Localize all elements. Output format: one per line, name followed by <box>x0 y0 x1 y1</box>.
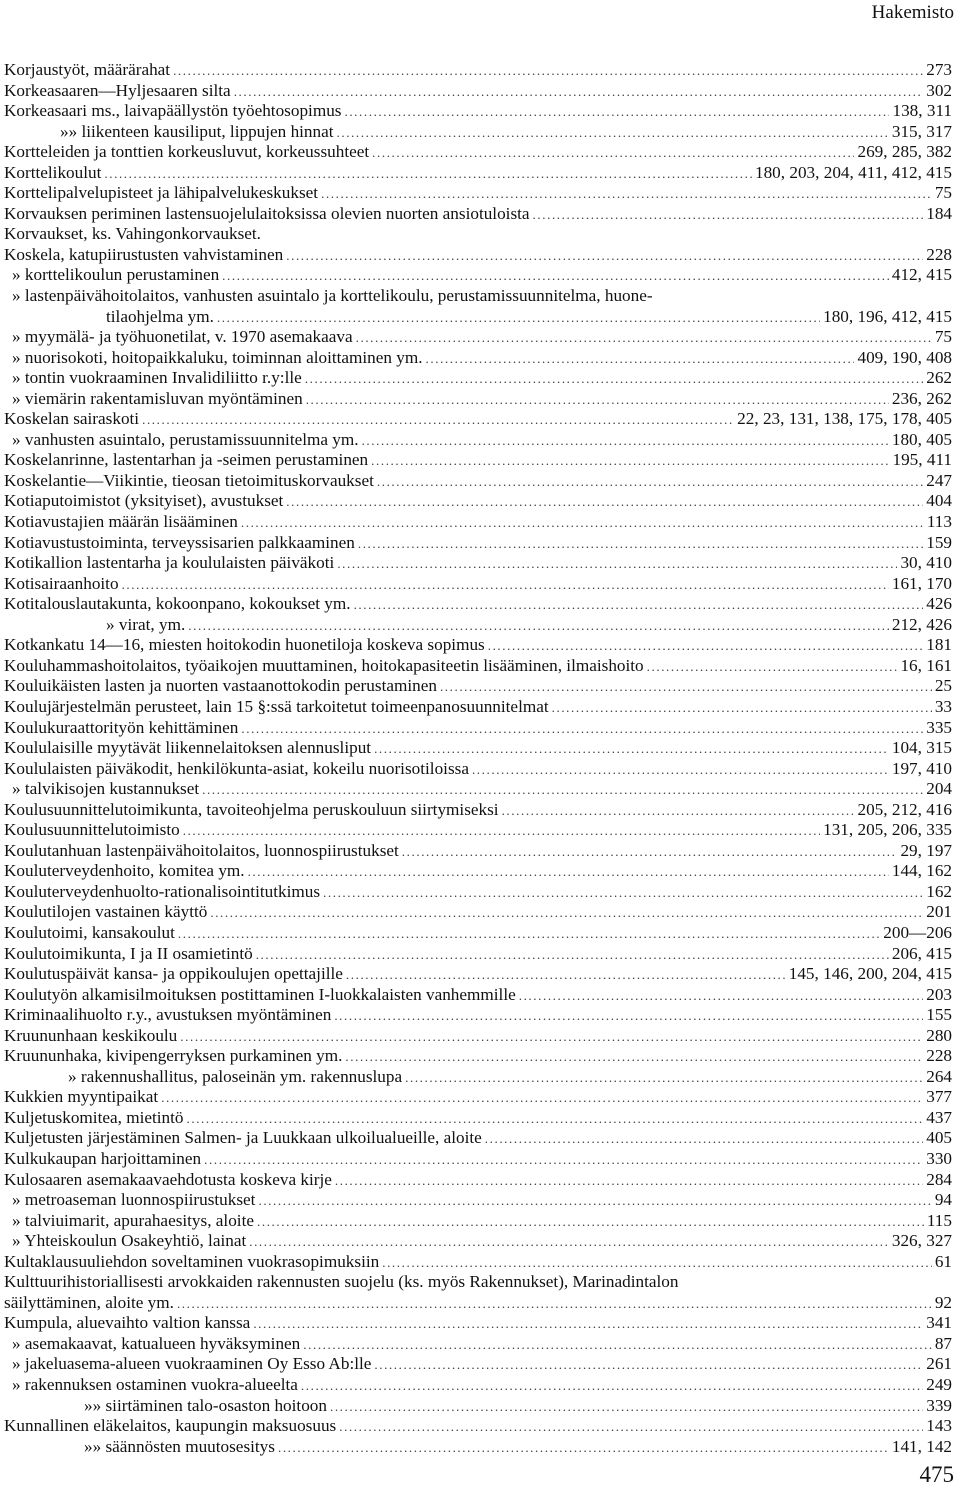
index-entry <box>4 902 952 923</box>
index-term: » vanhusten asuintalo, perustamissuunnitelma ym. <box>12 429 359 449</box>
index-term: Kotiavustustoiminta, terveyssisarien palkkaaminen <box>4 532 355 552</box>
index-leader-dots <box>286 246 923 267</box>
index-pages: 75 <box>934 183 952 203</box>
index-term: Koulutoimikunta, I ja II osamietintö <box>4 943 253 963</box>
index-pages: 404 <box>926 491 952 511</box>
index-pages: 261 <box>926 1354 952 1374</box>
index-term: Kulttuurihistoriallisesti arvokkaiden rakennusten suojelu (ks. myös Rakennukset), Marinadintalon <box>4 1272 679 1292</box>
index-pages: 284 <box>926 1169 952 1189</box>
index-leader-dots <box>104 164 752 185</box>
index-leader-dots <box>371 451 889 472</box>
index-term: » talviuimarit, apurahaesitys, aloite <box>12 1210 254 1230</box>
index-entry <box>4 1149 952 1170</box>
index-term: Kotisairaanhoito <box>4 573 119 593</box>
index-entry <box>4 1087 952 1108</box>
index-term: Kuljetusten järjestäminen Salmen- ja Luukkaan ulkoilualueille, aloite <box>4 1128 482 1148</box>
index-pages: 377 <box>926 1087 952 1107</box>
index-entry <box>4 882 952 903</box>
index-pages: 206, 415 <box>891 943 952 963</box>
index-pages: 115 <box>926 1210 952 1230</box>
index-pages: 205, 212, 416 <box>857 799 952 819</box>
index-entry <box>4 738 952 759</box>
index-pages: 273 <box>926 60 952 79</box>
index-term: Koskelantie—Viikintie, tieosan tietoimituskorvaukset <box>4 470 374 490</box>
index-entry <box>4 286 952 307</box>
index-entry <box>4 389 952 410</box>
index-entry <box>4 512 952 533</box>
index-leader-dots <box>217 308 820 329</box>
index-entry <box>4 635 952 656</box>
index-entry <box>4 615 952 636</box>
index-leader-dots <box>334 1006 923 1027</box>
index-pages: 426 <box>926 594 952 614</box>
index-entry <box>4 450 952 471</box>
index-entry <box>4 1026 952 1047</box>
index-leader-dots <box>188 616 889 637</box>
index-entry <box>4 1211 952 1232</box>
index-pages: 335 <box>926 717 952 737</box>
index-term: Kulkukaupan harjoittaminen <box>4 1148 202 1168</box>
index-term: »» siirtäminen talo-osaston hoitoon <box>84 1395 327 1415</box>
index-pages: 25 <box>934 676 952 696</box>
index-term: Koulutuspäivät kansa- ja oppikoulujen opettajille <box>4 964 343 984</box>
index-entry <box>4 183 952 204</box>
index-list <box>4 60 952 1457</box>
index-pages: 61 <box>934 1251 952 1271</box>
index-term: » talvikisojen kustannukset <box>12 779 200 799</box>
index-term: Kotikallion lastentarha ja koululaisten päiväkoti <box>4 553 335 573</box>
index-leader-dots <box>173 61 923 82</box>
index-pages: 94 <box>934 1190 952 1210</box>
index-term: Korttelipalvelupisteet ja lähipalvelukeskukset <box>4 183 319 203</box>
index-term: Koulusuunnittelutoimisto <box>4 820 180 840</box>
index-entry <box>4 1067 952 1088</box>
index-leader-dots <box>356 328 932 349</box>
index-pages: 141, 142 <box>891 1436 952 1456</box>
index-entry <box>4 368 952 389</box>
index-pages: 138, 311 <box>892 101 952 121</box>
index-entry <box>4 471 952 492</box>
index-pages: 180, 196, 412, 415 <box>823 306 952 326</box>
index-pages: 159 <box>926 532 952 552</box>
index-leader-dots <box>253 1314 923 1335</box>
index-term: Koskelanrinne, lastentarhan ja -seimen perustaminen <box>4 450 369 470</box>
index-pages: 228 <box>926 244 952 264</box>
index-leader-dots <box>346 965 786 986</box>
index-term: Kouluikäisten lasten ja nuorten vastaanottokodin perustaminen <box>4 676 437 696</box>
index-pages: 87 <box>934 1333 952 1353</box>
index-entry <box>4 204 952 225</box>
index-entry <box>4 101 952 122</box>
index-pages: 180, 405 <box>891 429 952 449</box>
index-pages: 104, 315 <box>891 738 952 758</box>
index-term: Korttelikoulut <box>4 162 102 182</box>
index-pages: 249 <box>926 1375 952 1394</box>
index-pages: 145, 146, 200, 204, 415 <box>788 964 952 984</box>
index-term: Koulutoimi, kansakoulut <box>4 922 175 942</box>
index-leader-dots <box>374 1355 923 1376</box>
index-entry <box>4 553 952 574</box>
index-pages: 92 <box>934 1292 952 1312</box>
index-term: Kotiaputoimistot (yksityiset), avustukset <box>4 491 284 511</box>
index-leader-dots <box>337 554 897 575</box>
index-entry <box>4 348 952 369</box>
index-leader-dots <box>306 390 889 411</box>
index-term: Korvaukset, ks. Vahingonkorvaukset. <box>4 224 261 244</box>
index-leader-dots <box>533 205 924 226</box>
index-pages: 180, 203, 204, 411, 412, 415 <box>754 162 952 182</box>
index-pages: 212, 426 <box>891 614 952 634</box>
index-pages: 302 <box>926 80 952 100</box>
index-leader-dots <box>488 636 923 657</box>
index-pages: 341 <box>926 1313 952 1333</box>
index-leader-dots <box>177 1294 932 1315</box>
index-term: » metroaseman luonnospiirustukset <box>12 1190 256 1210</box>
index-entry <box>4 656 952 677</box>
index-pages: 330 <box>926 1148 952 1168</box>
index-term: Koulutanhuan lastenpäivähoitolaitos, luonnospiirustukset <box>4 840 399 860</box>
index-leader-dots <box>305 369 923 390</box>
index-entry <box>4 759 952 780</box>
index-leader-dots <box>382 1253 932 1274</box>
index-term: » myymälä- ja työhuonetilat, v. 1970 asemakaava <box>12 327 353 347</box>
index-pages: 75 <box>934 327 952 347</box>
index-entry <box>4 142 952 163</box>
index-term: » Yhteiskoulun Osakeyhtiö, lainat <box>12 1231 247 1251</box>
index-entry <box>4 1396 952 1417</box>
index-entry <box>4 1313 952 1334</box>
index-entry <box>4 60 952 81</box>
index-term: » korttelikoulun perustaminen <box>12 265 220 285</box>
index-term: Kultaklausuuliehdon soveltaminen vuokrasopimuksiin <box>4 1251 380 1271</box>
index-term: » rakennuksen ostaminen vuokra-alueelta <box>12 1375 298 1394</box>
index-pages: 195, 411 <box>892 450 952 470</box>
index-leader-dots <box>337 123 889 144</box>
index-leader-dots <box>222 266 889 287</box>
index-entry <box>4 1046 952 1067</box>
page-header-title: Hakemisto <box>871 2 954 23</box>
index-term: Kouluterveydenhoito, komitea ym. <box>4 861 245 881</box>
index-pages: 247 <box>926 470 952 490</box>
index-term: Kouluhammashoitolaitos, työaikojen muuttaminen, hoitokapasiteetin lisääminen, ilmaishoito <box>4 655 644 675</box>
index-entry <box>4 224 952 245</box>
index-entry <box>4 779 952 800</box>
index-leader-dots <box>303 1335 932 1356</box>
index-leader-dots <box>374 739 889 760</box>
index-pages: 113 <box>926 512 952 532</box>
index-entry <box>4 1354 952 1375</box>
index-term: Kukkien myyntipaikat <box>4 1087 159 1107</box>
index-term: Koululaisille myytävät liikennelaitoksen alennusliput <box>4 738 372 758</box>
index-term: Koskelan sairaskoti <box>4 409 140 429</box>
index-entry <box>4 491 952 512</box>
index-leader-dots <box>330 1397 923 1418</box>
index-leader-dots <box>519 986 923 1007</box>
index-leader-dots <box>258 1191 931 1212</box>
index-entry <box>4 430 952 451</box>
index-leader-dots <box>485 1129 923 1150</box>
index-term: Koulujärjestelmän perusteet, lain 15 §:ssä tarkoitetut toimeenpanosuunnitelmat <box>4 696 549 716</box>
index-leader-dots <box>402 842 898 863</box>
index-term: » jakeluasema-alueen vuokraaminen Oy Esso Ab:lle <box>12 1354 372 1374</box>
index-entry <box>4 1231 952 1252</box>
index-entry <box>4 697 952 718</box>
index-term: Kortteleiden ja tonttien korkeusluvut, korkeussuhteet <box>4 142 370 162</box>
index-entry <box>4 923 952 944</box>
index-entry <box>4 1190 952 1211</box>
index-pages: 339 <box>926 1395 952 1415</box>
index-entry <box>4 1437 952 1458</box>
index-term: » rakennushallitus, paloseinän ym. rakennuslupa <box>68 1066 403 1086</box>
index-term: » nuorisokoti, hoitopaikkaluku, toiminnan aloittaminen ym. <box>12 347 423 367</box>
index-pages: 197, 410 <box>891 758 952 778</box>
index-leader-dots <box>362 431 889 452</box>
index-pages: 262 <box>926 368 952 388</box>
index-leader-dots <box>248 862 889 883</box>
index-entry <box>4 245 952 266</box>
index-leader-dots <box>647 657 898 678</box>
index-leader-dots <box>344 102 889 123</box>
index-term: Korjaustyöt, määrärahat <box>4 60 171 79</box>
index-pages: 315, 317 <box>891 121 952 141</box>
index-pages: 29, 197 <box>900 840 952 860</box>
index-leader-dots <box>335 1171 923 1192</box>
index-entry <box>4 122 952 143</box>
index-leader-dots <box>354 595 924 616</box>
index-leader-dots <box>180 1027 923 1048</box>
index-entry <box>4 861 952 882</box>
index-pages: 162 <box>926 881 952 901</box>
index-pages: 437 <box>926 1107 952 1127</box>
index-term: » lastenpäivähoitolaitos, vanhusten asuintalo ja korttelikoulu, perustamissuunnitelma, huone- <box>12 286 653 306</box>
index-pages: 30, 410 <box>900 553 952 573</box>
index-term: Kulosaaren asemakaavaehdotusta koskeva kirje <box>4 1169 332 1189</box>
index-pages: 144, 162 <box>891 861 952 881</box>
index-term: Korkeasaaren—Hyljesaaren silta <box>4 80 231 100</box>
index-term: Kuljetuskomitea, mietintö <box>4 1107 184 1127</box>
index-entry <box>4 574 952 595</box>
index-term: Kruununhaka, kivipengerryksen purkaminen ym. <box>4 1046 343 1066</box>
index-term: Kotitalouslautakunta, kokoonpano, kokoukset ym. <box>4 594 351 614</box>
index-pages: 412, 415 <box>891 265 952 285</box>
index-pages: 204 <box>926 779 952 799</box>
index-term: Kriminaalihuolto r.y., avustuksen myöntäminen <box>4 1005 332 1025</box>
index-term: » tontin vuokraaminen Invalidiliitto r.y:lle <box>12 368 302 388</box>
index-term: Kumpula, aluevaihto valtion kanssa <box>4 1313 251 1333</box>
index-entry <box>4 1108 952 1129</box>
index-leader-dots <box>286 492 923 513</box>
index-leader-dots <box>377 472 923 493</box>
index-entry <box>4 1416 952 1437</box>
index-leader-dots <box>142 410 734 431</box>
index-entry <box>4 676 952 697</box>
index-leader-dots <box>440 677 932 698</box>
index-leader-dots <box>249 1232 889 1253</box>
index-pages: 33 <box>934 696 952 716</box>
index-entry <box>4 594 952 615</box>
index-term: Kruununhaan keskikoulu <box>4 1025 178 1045</box>
index-pages: 203 <box>926 984 952 1004</box>
index-term: Kunnallinen eläkelaitos, kaupungin maksuosuus <box>4 1416 337 1436</box>
index-term: Kotkankatu 14—16, miesten hoitokodin huonetiloja koskeva sopimus <box>4 635 485 655</box>
index-entry <box>4 409 952 430</box>
index-pages: 200—206 <box>883 922 952 942</box>
index-pages: 228 <box>926 1046 952 1066</box>
index-pages: 326, 327 <box>891 1231 952 1251</box>
index-pages: 184 <box>926 203 952 223</box>
index-entry <box>4 81 952 102</box>
page-number: 475 <box>919 1462 954 1487</box>
index-pages: 269, 285, 382 <box>857 142 952 162</box>
index-entry <box>4 1272 952 1293</box>
index-leader-dots <box>278 1438 889 1459</box>
index-entry <box>4 1293 952 1314</box>
index-pages: 143 <box>926 1416 952 1436</box>
index-entry <box>4 265 952 286</box>
index-leader-dots <box>321 184 932 205</box>
index-term: » virat, ym. <box>106 614 186 634</box>
index-pages: 409, 190, 408 <box>857 347 952 367</box>
index-pages: 131, 205, 206, 335 <box>823 820 952 840</box>
index-leader-dots <box>502 801 855 822</box>
index-pages: 201 <box>926 902 952 922</box>
index-entry <box>4 327 952 348</box>
index-term: Koulukuraattorityön kehittäminen <box>4 717 239 737</box>
index-leader-dots <box>323 883 923 904</box>
index-entry <box>4 841 952 862</box>
index-term: » asemakaavat, katualueen hyväksyminen <box>12 1333 301 1353</box>
index-leader-dots <box>372 143 854 164</box>
index-leader-dots <box>178 924 880 945</box>
index-leader-dots <box>472 760 889 781</box>
index-leader-dots <box>187 1109 924 1130</box>
index-pages: 22, 23, 131, 138, 175, 178, 405 <box>737 409 952 429</box>
index-leader-dots <box>552 698 932 719</box>
index-term: Korkeasaari ms., laivapäällystön työehtosopimus <box>4 101 342 121</box>
index-leader-dots <box>358 534 923 555</box>
index-pages: 280 <box>926 1025 952 1045</box>
index-entry <box>4 1334 952 1355</box>
index-term: »» liikenteen kausiliput, lippujen hinnat <box>60 121 334 141</box>
index-pages: 161, 170 <box>891 573 952 593</box>
index-term: säilyttäminen, aloite ym. <box>4 1292 174 1312</box>
index-leader-dots <box>339 1417 923 1438</box>
index-leader-dots <box>204 1150 923 1171</box>
index-entry <box>4 944 952 965</box>
index-entry <box>4 163 952 184</box>
index-term: » viemärin rakentamisluvan myöntäminen <box>12 388 303 408</box>
index-entry <box>4 964 952 985</box>
index-term: Kouluterveydenhuolto-rationalisointitutkimus <box>4 881 321 901</box>
index-entry <box>4 1252 952 1273</box>
index-leader-dots <box>234 82 924 103</box>
index-leader-dots <box>210 903 923 924</box>
index-leader-dots <box>241 513 924 534</box>
index-pages: 264 <box>926 1066 952 1086</box>
index-term: »» säännösten muutosesitys <box>84 1436 275 1456</box>
index-entry <box>4 718 952 739</box>
index-pages: 236, 262 <box>891 388 952 408</box>
index-entry <box>4 307 952 328</box>
index-term: Koulusuunnittelutoimikunta, tavoiteohjelma peruskouluun siirtymiseksi <box>4 799 499 819</box>
index-entry <box>4 820 952 841</box>
index-leader-dots <box>241 719 923 740</box>
index-leader-dots <box>426 349 855 370</box>
index-leader-dots <box>405 1068 923 1089</box>
index-entry <box>4 1005 952 1026</box>
index-pages: 405 <box>926 1128 952 1148</box>
index-pages: 181 <box>926 635 952 655</box>
index-pages: 155 <box>926 1005 952 1025</box>
index-leader-dots <box>161 1088 923 1109</box>
index-pages: 16, 161 <box>900 655 952 675</box>
index-entry <box>4 985 952 1006</box>
index-entry <box>4 800 952 821</box>
index-term: Koulutilojen vastainen käyttö <box>4 902 208 922</box>
index-term: Korvauksen periminen lastensuojelulaitoksissa olevien nuorten ansiotuloista <box>4 203 530 223</box>
index-entry <box>4 1128 952 1149</box>
index-term: Kotiavustajien määrän lisääminen <box>4 512 238 532</box>
index-leader-dots <box>183 821 820 842</box>
index-term: Koululaisten päiväkodit, henkilökunta-asiat, kokeilu nuorisotiloissa <box>4 758 469 778</box>
index-leader-dots <box>202 780 923 801</box>
index-entry <box>4 1375 952 1396</box>
index-term: Koskela, katupiirustusten vahvistaminen <box>4 244 284 264</box>
index-term: Koulutyön alkamisilmoituksen postittaminen I-luokkalaisten vanhemmille <box>4 984 516 1004</box>
index-leader-dots <box>257 1212 924 1233</box>
index-entry <box>4 533 952 554</box>
index-leader-dots <box>345 1047 923 1068</box>
index-leader-dots <box>301 1376 923 1397</box>
index-entry <box>4 1170 952 1191</box>
index-term: tilaohjelma ym. <box>106 306 214 326</box>
index-leader-dots <box>122 575 889 596</box>
index-leader-dots <box>256 945 889 966</box>
